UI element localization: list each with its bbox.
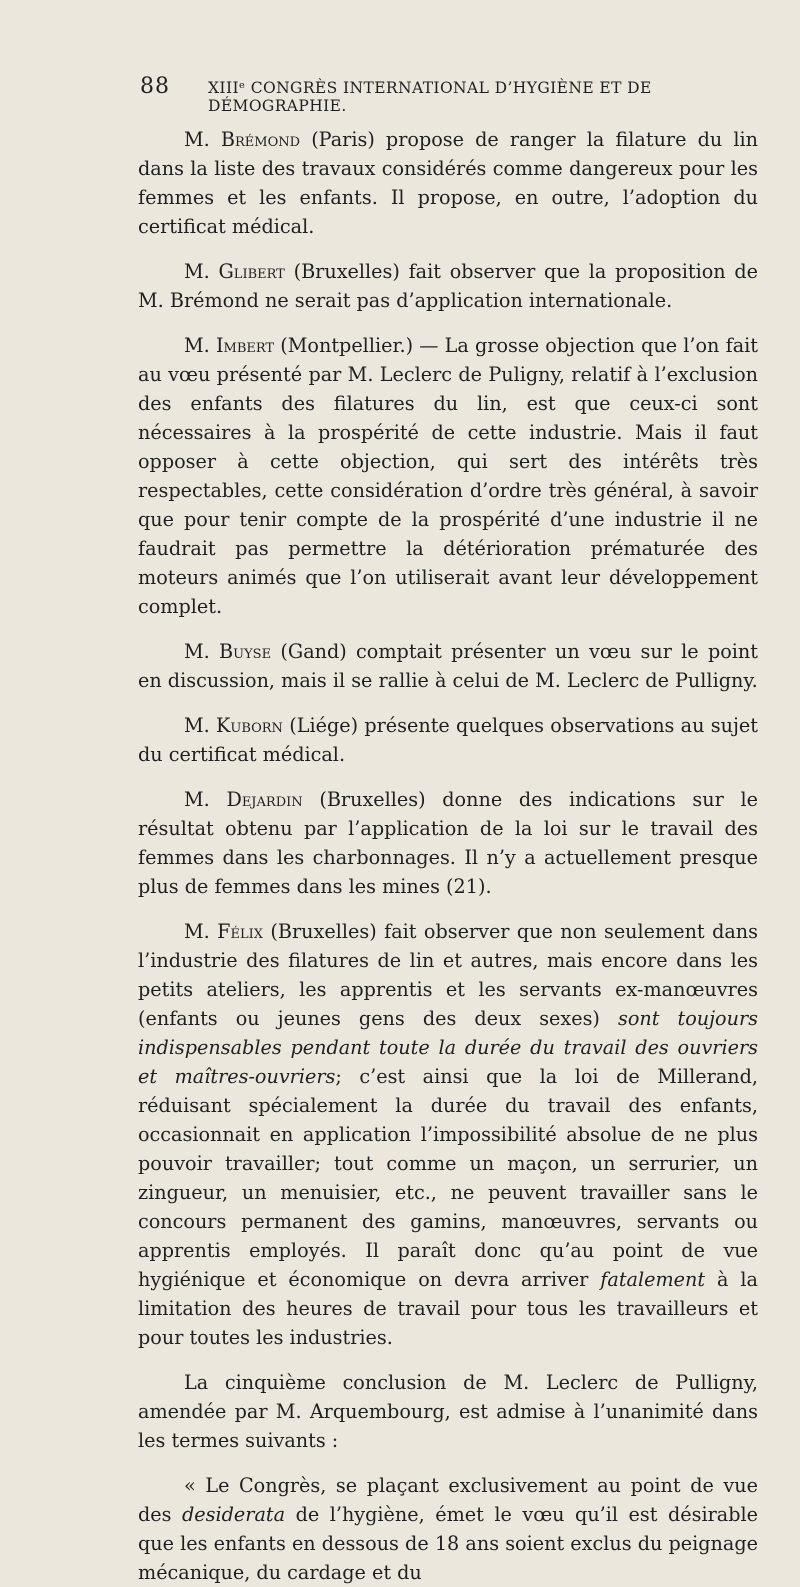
paragraph-text: La cinquième conclusion de M. Leclerc de Pulligny, amendée par M. Arquembourg, est admise à l’unanimité dans les termes suivants : bbox=[138, 1371, 758, 1452]
paragraph-text: (Bruxelles) fait observer que non seulement dans l’industrie des filatures de lin et autres, mais encore dans les petits ateliers, les apprentis et les servants ex-manœuvres (enfants ou jeunes gens des deux sexes) bbox=[138, 920, 758, 1030]
speaker-name: Glibert bbox=[218, 260, 285, 283]
speaker-title: M. bbox=[184, 260, 210, 283]
paragraph-buyse bbox=[138, 637, 758, 695]
speaker-title: M. bbox=[184, 920, 210, 943]
paragraph-text: (Liége) présente quelques observations au sujet du certificat médical. bbox=[138, 714, 758, 766]
paragraph-felix bbox=[138, 917, 758, 1352]
page-body bbox=[138, 125, 758, 1587]
paragraph-text: (Gand) comptait présenter un vœu sur le point en discussion, mais il se rallie à celui de M. Leclerc de Pulligny. bbox=[138, 640, 758, 692]
speaker-title: M. bbox=[184, 788, 210, 811]
speaker-title: M. bbox=[184, 714, 210, 737]
paragraph-text: (Bruxelles) fait observer que la proposition de M. Brémond ne serait pas d’application internationale. bbox=[138, 260, 758, 312]
italic-emphasis: desiderata bbox=[182, 1503, 286, 1526]
paragraph-imbert bbox=[138, 331, 758, 621]
speaker-name: Brémond bbox=[220, 128, 301, 151]
speaker-name: Félix bbox=[217, 920, 263, 943]
paragraph-resolution bbox=[138, 1471, 758, 1587]
paragraph-text: (Bruxelles) donne des indications sur le résultat obtenu par l’application de la loi sur le travail des femmes dans les charbonnages. Il n’y a actuellement presque plus de femmes dans les mines (21). bbox=[138, 788, 758, 898]
paragraph-dejardin bbox=[138, 785, 758, 901]
speaker-title: M. bbox=[184, 640, 210, 663]
paragraph-text: « Le Congrès, se plaçant exclusivement au point de vue des bbox=[138, 1474, 758, 1526]
paragraph-text-end: de l’hygiène, émet le vœu qu’il est désirable que les enfants en dessous de 18 ans soient exclus du peignage mécanique, du cardage et du bbox=[138, 1503, 758, 1584]
speaker-title: M. bbox=[184, 334, 210, 357]
paragraph-text: (Montpellier.) — La grosse objection que l’on fait au vœu présenté par M. Leclerc de Puligny, relatif à l’exclusion des enfants des filatures du lin, est que ceux-ci sont nécessaires à la prospérité de cette industrie. Mais il faut opposer à cette objection, qui sert des intérêts très respectables, cette considération d’ordre très général, à savoir que pour tenir compte de la prospérité d’une industrie il ne faudrait pas permettre la détérioration prématurée des moteurs animés que l’on utiliserait avant leur développement complet. bbox=[138, 334, 758, 618]
speaker-name: Kuborn bbox=[216, 714, 283, 737]
paragraph-text-continued: ; c’est ainsi que la loi de Millerand, réduisant spécialement la durée du travail des enfants, occasionnait en application l’impossibilité absolue de ne plus pouvoir travailler; tout comme un maçon, un serrurier, un zingueur, un menuisier, etc., ne peuvent travailler sans le concours permanent des gamins, manœuvres, servants ou apprentis employés. Il paraît donc qu’au point de vue hygiénique et économique on devra arriver bbox=[138, 1065, 758, 1291]
page-header bbox=[140, 74, 720, 115]
speaker-name: Imbert bbox=[215, 334, 275, 357]
speaker-name: Dejardin bbox=[226, 788, 303, 811]
running-title: XIIIᵉ CONGRÈS INTERNATIONAL D’HYGIÈNE ET DE DÉMOGRAPHIE. bbox=[208, 79, 652, 115]
page-number: 88 bbox=[140, 74, 170, 99]
paragraph-text: (Paris) propose de ranger la filature du lin dans la liste des travaux considérés comme dangereux pour les femmes et les enfants. Il propose, en outre, l’adoption du certificat médical. bbox=[138, 128, 758, 238]
paragraph-kuborn bbox=[138, 711, 758, 769]
paragraph-glibert bbox=[138, 257, 758, 315]
paragraph-conclusion bbox=[138, 1368, 758, 1455]
speaker-name: Buyse bbox=[219, 640, 272, 663]
paragraph-bremond bbox=[138, 125, 758, 241]
italic-emphasis: fatalement bbox=[600, 1268, 706, 1291]
paragraph-text-end: à la limitation des heures de travail pour tous les travailleurs et pour toutes les industries. bbox=[138, 1268, 758, 1349]
italic-emphasis: sont toujours indispensables pendant toute la durée du travail des ouvriers et maîtres-ouvriers bbox=[138, 1007, 758, 1088]
speaker-title: M. bbox=[184, 128, 210, 151]
